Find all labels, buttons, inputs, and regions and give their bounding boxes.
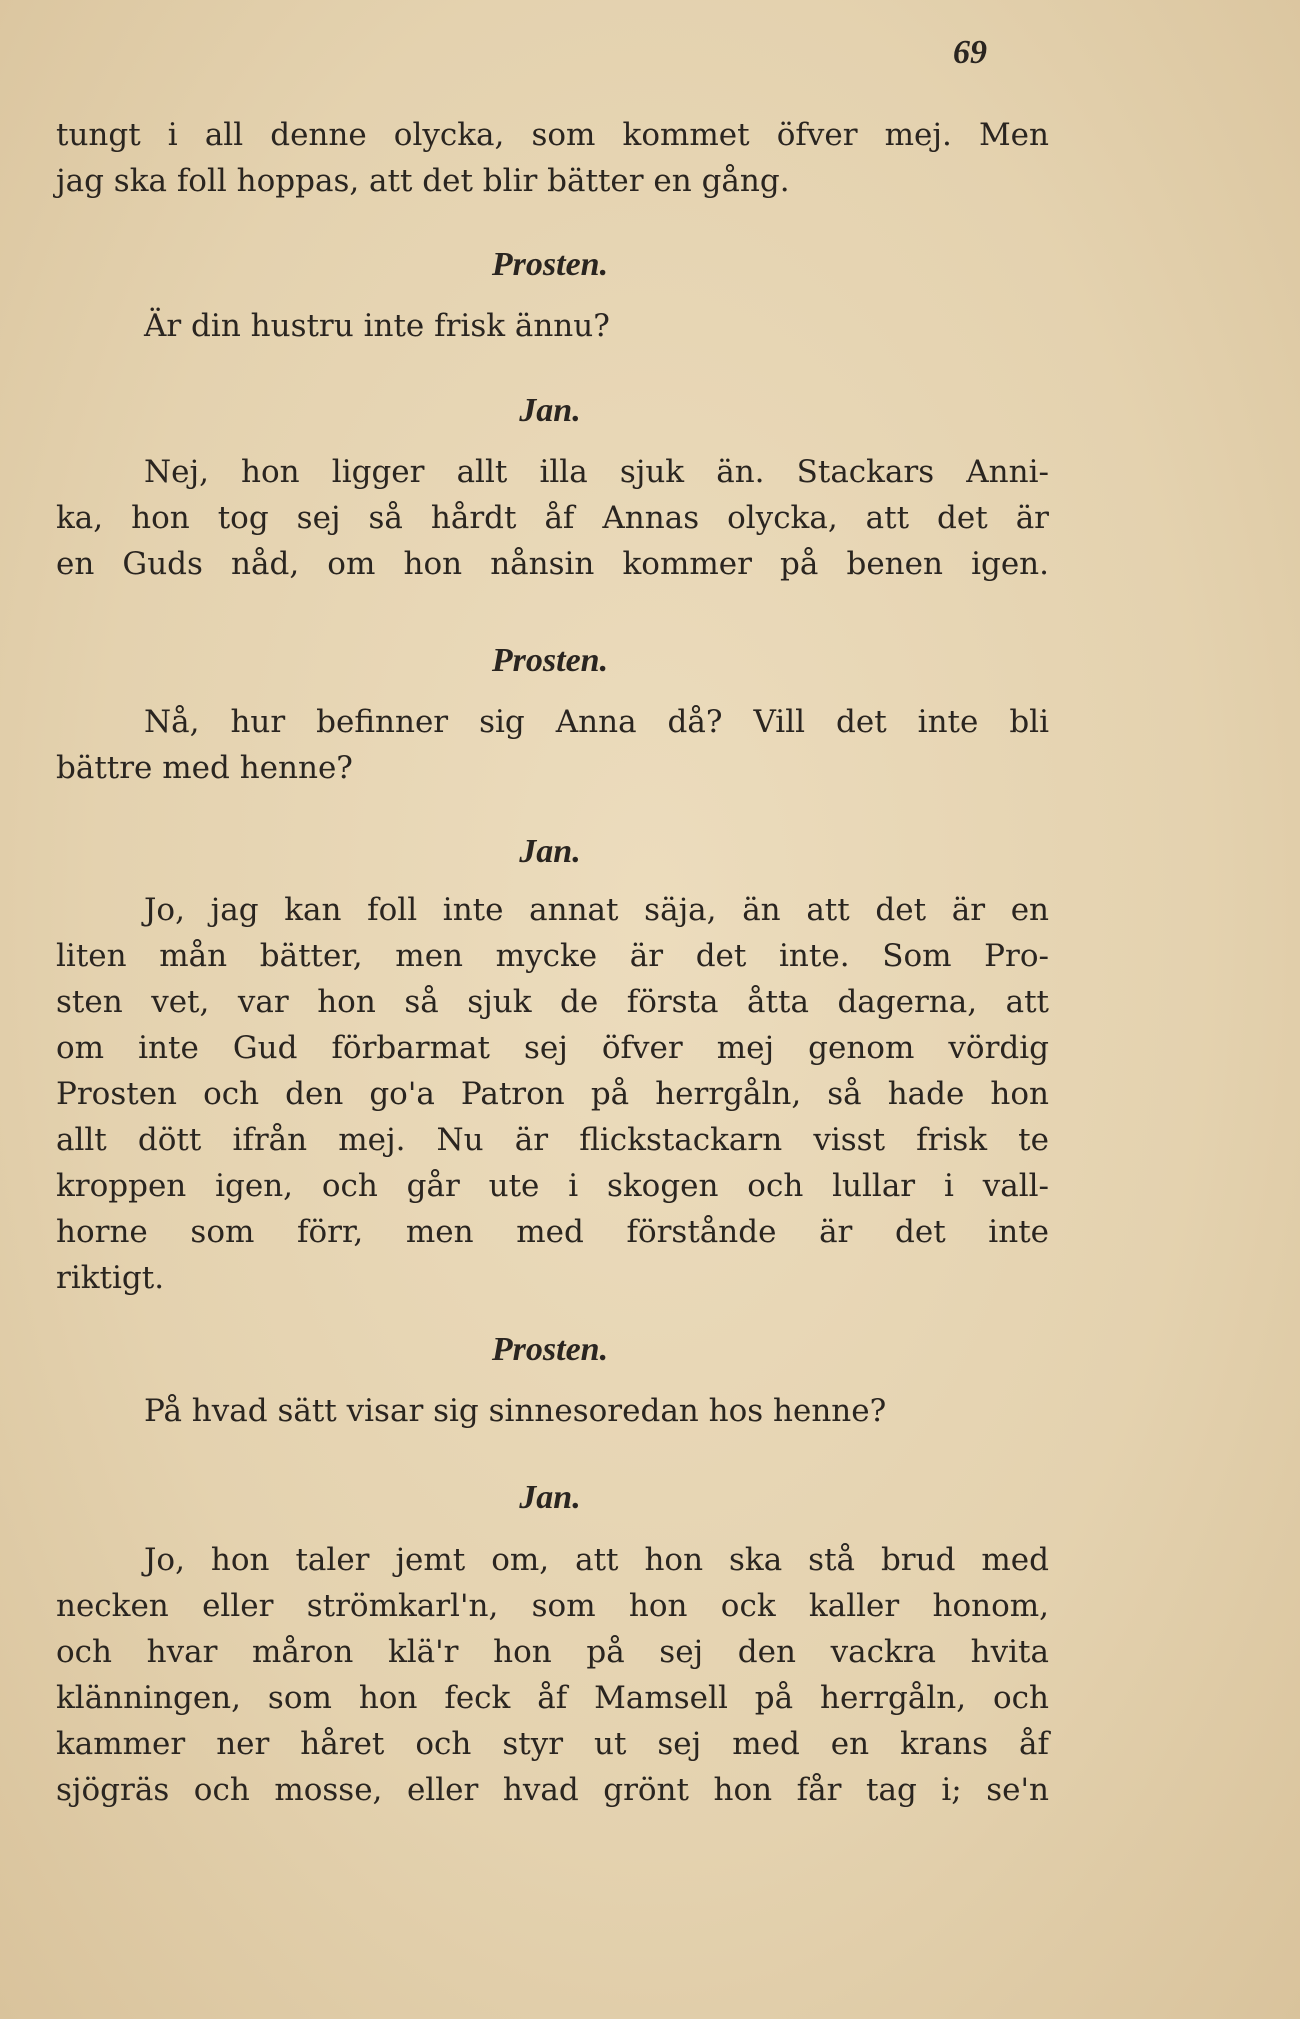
text-line: jag ska foll hoppas, att det blir bätter en gång. bbox=[56, 163, 790, 199]
text-line: Jo, hon taler jemt om, att hon ska stå brud med bbox=[144, 1542, 1049, 1578]
text-line: allt dött ifrån mej. Nu är flickstackarn visst frisk te bbox=[56, 1122, 1049, 1158]
text-line: bättre med henne? bbox=[56, 750, 353, 786]
text-line: kroppen igen, och går ute i skogen och lullar i vall- bbox=[56, 1168, 1049, 1204]
text-line: om inte Gud förbarmat sej öfver mej genom vördig bbox=[56, 1030, 1049, 1066]
text-line: liten mån bätter, men mycke är det inte. Som Pro- bbox=[56, 938, 1049, 974]
speaker-heading: Jan. bbox=[519, 833, 581, 870]
text-line: horne som förr, men med förstånde är det inte bbox=[56, 1214, 1049, 1250]
page-number: 69 bbox=[953, 34, 987, 71]
text-line: Nå, hur befinner sig Anna då? Vill det inte bli bbox=[144, 704, 1049, 740]
text-line: sjögräs och mosse, eller hvad grönt hon får tag i; se'n bbox=[56, 1772, 1049, 1808]
text-line: necken eller strömkarl'n, som hon ock kaller honom, bbox=[56, 1588, 1049, 1624]
text-line: Jo, jag kan foll inte annat säja, än att det är en bbox=[144, 892, 1049, 928]
speaker-heading: Prosten. bbox=[491, 1331, 609, 1368]
text-line: en Guds nåd, om hon nånsin kommer på benen igen. bbox=[56, 546, 1049, 582]
text-line: sten vet, var hon så sjuk de första åtta dagerna, att bbox=[56, 984, 1049, 1020]
text-line: Är din hustru inte frisk ännu? bbox=[144, 308, 610, 344]
text-line: kammer ner håret och styr ut sej med en krans åf bbox=[56, 1726, 1049, 1762]
text-line: Prosten och den go'a Patron på herrgåln, så hade hon bbox=[56, 1076, 1049, 1112]
speaker-heading: Prosten. bbox=[491, 642, 609, 679]
text-line: riktigt. bbox=[56, 1260, 165, 1296]
speaker-heading: Jan. bbox=[519, 1479, 581, 1516]
text-line: Nej, hon ligger allt illa sjuk än. Stackars Anni- bbox=[144, 454, 1049, 490]
speaker-heading: Prosten. bbox=[491, 246, 609, 283]
text-line: På hvad sätt visar sig sinnesoredan hos henne? bbox=[144, 1393, 887, 1429]
text-line: ka, hon tog sej så hårdt åf Annas olycka, att det är bbox=[56, 500, 1049, 536]
text-line: tungt i all denne olycka, som kommet öfver mej. Men bbox=[56, 117, 1049, 153]
text-line: klänningen, som hon feck åf Mamsell på herrgåln, och bbox=[56, 1680, 1049, 1716]
text-line: och hvar måron klä'r hon på sej den vackra hvita bbox=[56, 1634, 1049, 1670]
speaker-heading: Jan. bbox=[519, 392, 581, 429]
